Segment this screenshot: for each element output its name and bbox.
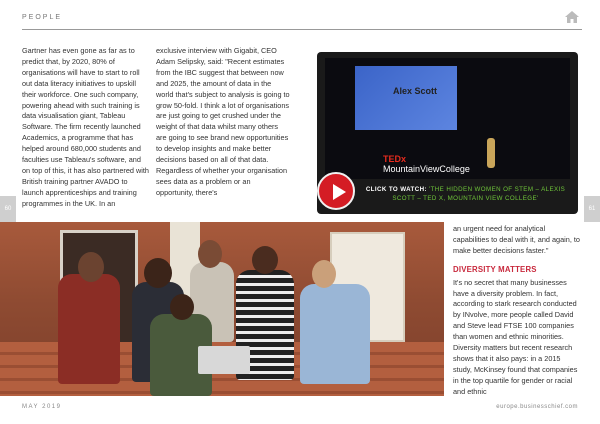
person-3-head xyxy=(198,240,222,268)
person-6-head xyxy=(312,260,336,288)
footer-date: MAY 2019 xyxy=(22,404,62,410)
home-icon[interactable] xyxy=(564,10,580,24)
speaker-figure xyxy=(487,138,495,168)
person-1 xyxy=(58,274,120,384)
person-5-head xyxy=(252,246,278,274)
play-icon[interactable] xyxy=(317,172,355,210)
article-column-1: Gartner has even gone as far as to predict that, by 2020, 80% of organisations will have to start to roll out data literacy initiatives to upskill their workforce. One such company, powering ahead with such training is data visualisation giant, Tableau Software. The firm recently launched Academics, a programme that has helped around 680,000 students and faculties use Tableau's software, and on top of this, it has also partnered with British training partner AVADO to launch apprenticeships and training programmes in the UK. In an xyxy=(22,46,149,208)
ted-brand: TEDx xyxy=(383,154,407,164)
person-6 xyxy=(300,284,370,384)
students-photo xyxy=(0,222,444,396)
slide-text: Alex Scott xyxy=(393,86,438,96)
video-thumbnail[interactable] xyxy=(325,58,570,179)
video-embed[interactable] xyxy=(317,52,578,214)
laptop xyxy=(198,346,250,374)
page-header xyxy=(22,8,582,30)
presentation-slide xyxy=(355,66,457,130)
person-1-head xyxy=(78,252,104,282)
diversity-heading: DIVERSITY MATTERS xyxy=(453,264,537,274)
article-column-2: exclusive interview with Gigabit, CEO Adam Selipsky, said: "Recent estimates from the IBC suggest that between now and 2025, the amount of data in the world that's subject to analysis is going to grow 50-fold. I think a lot of organisations are just going to get crushed under the weight of that data whilst many others are going to see brand new opportunities to develop insights and make better decisions based on all of that data. Regardless of whether your organisation sees data as a problem or an opportunity, there's xyxy=(156,46,290,197)
video-caption[interactable] xyxy=(363,185,568,203)
section-title: PEOPLE xyxy=(22,14,63,21)
caption-prefix: CLICK TO WATCH: xyxy=(365,186,427,193)
footer-url[interactable]: europe.businesschief.com xyxy=(496,404,578,410)
person-4-head xyxy=(170,294,194,320)
column-3-body: It's no secret that many businesses have a diversity problem. In fact, according to stark research conducted by INvolve, more people called David and Steve lead FTSE 100 companies than women and ethnic minorities. Diversity matters but recent research shows that it also pays: in a 2015 study, McKinsey found that companies in the top quartile for gender or racial and ethnic xyxy=(453,277,578,396)
article-column-3 xyxy=(453,224,581,398)
caption-title: 'THE HIDDEN WOMEN OF STEM – ALEXIS SCOTT – TED X, MOUNTAIN VIEW COLLEGE' xyxy=(392,186,566,202)
person-2-head xyxy=(144,258,172,288)
page-number-left: 60 xyxy=(0,196,16,222)
column-3-intro: an urgent need for analytical capabilities to deal with it, and again, to make better decisions faster." xyxy=(453,224,580,255)
page-number-right: 61 xyxy=(584,196,600,222)
ted-logo xyxy=(383,154,470,174)
ted-venue: MountainViewCollege xyxy=(383,164,470,174)
